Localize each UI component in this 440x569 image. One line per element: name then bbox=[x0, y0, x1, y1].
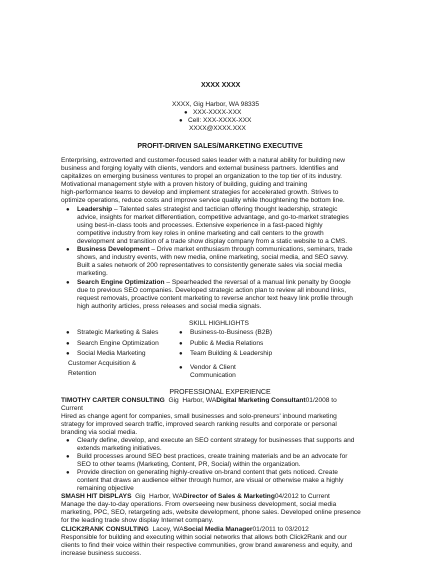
email: XXXX@XXXX.XXX bbox=[189, 125, 246, 132]
address: XXXX, Gig Harbor, WA 98335 bbox=[172, 101, 259, 108]
company-name: SMASH HIT DISPLAYS bbox=[61, 493, 132, 500]
summary-line: Motivational management style with a proven history of building, guiding and training bbox=[61, 181, 308, 188]
skill-item: Strategic Marketing & Sales bbox=[77, 329, 159, 336]
summary-line: capitalizes on emerging business ventures to propel an organization to the top tier of its industry. bbox=[61, 173, 343, 180]
highlight-line: due to previous SEO companies. Developed strategic action plan to review all inbound links, bbox=[77, 287, 347, 294]
job-bullet-line: Clearly define, develop, and execute an SEO content strategy for businesses that supports and bbox=[77, 437, 355, 444]
highlight-line: using best-in-class tools and processes. Extensive experience in a fast-paced highly bbox=[77, 222, 323, 229]
job-desc-line: Responsible for building and executing within social networks that allows both Click2Rank and our bbox=[61, 534, 347, 541]
job-bullet-line: remaining objective bbox=[77, 485, 134, 492]
bullet-icon: ● bbox=[66, 341, 70, 347]
highlight-line: advice, insights for market differentiation, competitive advantage, and go-to-market strategies bbox=[77, 214, 349, 221]
skills-heading: SKILL HIGHLIGHTS bbox=[189, 320, 249, 327]
job-location: Gig Harbor, WA bbox=[131, 493, 183, 500]
skill-item: Retention bbox=[68, 370, 97, 377]
job-desc-line: Manage the day-to-day operations. From overseeing new business development, social media bbox=[61, 501, 337, 508]
skill-item: Communication bbox=[190, 372, 236, 379]
job-desc-line: branding via social media. bbox=[61, 429, 138, 436]
skill-item: Vendor & Client bbox=[190, 364, 236, 371]
job-dates: 04/2012 to Current bbox=[274, 493, 330, 500]
job-dates: 01/2011 to 03/2012 bbox=[252, 526, 309, 533]
job-title: Social Media Manager bbox=[183, 526, 253, 533]
skill-item: Public & Media Relations bbox=[190, 340, 264, 347]
job-title: Director of Sales & Marketing bbox=[182, 493, 275, 500]
highlight-business-development bbox=[77, 246, 353, 254]
summary-line: Enterprising, extroverted and customer-focused sales leader with a natural ability for building new bbox=[61, 157, 346, 164]
job-title: Digital Marketing Consultant bbox=[216, 397, 306, 404]
highlight-title: Leadership bbox=[77, 206, 113, 213]
highlight-text: – Drive market enthusiasm through communications, seminars, trade bbox=[149, 246, 353, 253]
job-bullet-line: SEO to other teams (Marketing, Content, PR, Social) within the organization. bbox=[77, 461, 301, 468]
skill-item: Team Building & Leadership bbox=[190, 350, 273, 357]
job-desc-line: for the leading trade show display Internet company. bbox=[61, 517, 214, 524]
job-location: Gig Harbor, WA bbox=[164, 397, 217, 404]
highlight-line: high authority articles, press releases and social media signals. bbox=[77, 303, 262, 310]
job-bullet-line: Provide direction on generating highly-creative on-brand content that gets noticed. Create bbox=[77, 469, 338, 476]
bullet-icon: ● bbox=[66, 280, 70, 286]
skill-item: Search Engine Optimization bbox=[77, 340, 159, 347]
job-header bbox=[61, 526, 309, 534]
company-name: CLICK2RANK CONSULTING bbox=[61, 526, 149, 533]
highlight-line: competitive industry from key roles in online marketing and call centers to the growth bbox=[77, 230, 324, 237]
bullet-icon: ● bbox=[179, 118, 183, 124]
bullet-icon: ● bbox=[179, 330, 183, 336]
job-desc-line: increase business success. bbox=[61, 550, 142, 557]
company-name: TIMOTHY CARTER CONSULTING bbox=[61, 397, 165, 404]
job-desc-line: strategy for improved search traffic, improved search ranking results and corporate or personal bbox=[61, 421, 337, 428]
job-desc-line: marketing, PPC, SEO, retargeting ads, website development, phone sales. Developed online presence bbox=[61, 509, 361, 516]
job-dates: 01/2008 to bbox=[305, 397, 337, 404]
summary-line: optimize operations, reduce costs and improve service quality while thoughtening the bottom line. bbox=[61, 197, 345, 204]
skill-item: Customer Acquisition & bbox=[68, 360, 137, 367]
bullet-icon: ● bbox=[179, 351, 183, 357]
highlight-line: development and transition of a trade show display company from a static website to a CMS. bbox=[77, 238, 348, 245]
bullet-icon: ● bbox=[66, 207, 70, 213]
job-dates-cont: Current bbox=[61, 405, 83, 412]
highlight-text: – Spearheaded the reversal of a manual link penalty by Google bbox=[164, 279, 351, 286]
bullet-icon: ● bbox=[66, 247, 70, 253]
bullet-icon: ● bbox=[66, 330, 70, 336]
bullet-icon: ● bbox=[66, 454, 70, 460]
job-header bbox=[61, 397, 337, 405]
bullet-icon: ● bbox=[184, 110, 188, 116]
job-header bbox=[61, 493, 330, 501]
bullet-icon: ● bbox=[66, 470, 70, 476]
job-location: Lacey, WA bbox=[148, 526, 184, 533]
highlight-leadership bbox=[77, 206, 337, 214]
headline: PROFIT-DRIVEN SALES/MARKETING EXECUTIVE bbox=[137, 143, 303, 150]
job-desc-line: clients to find their voice within their respective communities, grow brand awareness and equity, and bbox=[61, 542, 353, 549]
highlight-line: shows, and industry events, with new media, online marketing, social media, and SEO savvy. bbox=[77, 254, 349, 261]
skill-item: Business-to-Business (B2B) bbox=[190, 329, 273, 336]
highlight-text: – Talented sales strategist and tactician offering thought leadership, strategic bbox=[112, 206, 338, 213]
candidate-name: XXXX XXXX bbox=[201, 82, 241, 89]
phone: XXX-XXXX-XXX bbox=[193, 109, 242, 116]
job-bullet-line: extends marketing initiatives. bbox=[77, 445, 162, 452]
skill-item: Social Media Marketing bbox=[77, 350, 146, 357]
cell-phone: Cell: XXX-XXXX-XXX bbox=[188, 117, 252, 124]
summary-line: high-performance teams to develop and implement strategies for accelerated growth. Strives to bbox=[61, 189, 339, 196]
highlight-seo bbox=[77, 279, 351, 287]
bullet-icon: ● bbox=[179, 365, 183, 371]
experience-heading: PROFESSIONAL EXPERIENCE bbox=[169, 389, 271, 396]
highlight-line: request removals, proactive content marketing to reverse anchor text heavy link profile through bbox=[77, 295, 353, 302]
job-bullet-line: Build processes around SEO best practices, create training materials and be an advocate for bbox=[77, 453, 348, 460]
job-desc-line: Hired as change agent for companies, small businesses and solo-preneurs' inbound marketing bbox=[61, 413, 337, 420]
highlight-line: Built a sales network of 200 representatives to consistently generate sales via social media bbox=[77, 262, 342, 269]
bullet-icon: ● bbox=[66, 438, 70, 444]
highlight-title: Business Development bbox=[77, 246, 150, 253]
bullet-icon: ● bbox=[179, 341, 183, 347]
bullet-icon: ● bbox=[66, 351, 70, 357]
summary-line: business and forging loyalty with clients, vendors and external business partners. Identifies and bbox=[61, 165, 339, 172]
job-bullet-line: content that draws an audience either through humor, are visual or otherwise make a highly bbox=[77, 477, 344, 484]
highlight-line: marketing. bbox=[77, 270, 108, 277]
highlight-title: Search Engine Optimization bbox=[77, 279, 165, 286]
